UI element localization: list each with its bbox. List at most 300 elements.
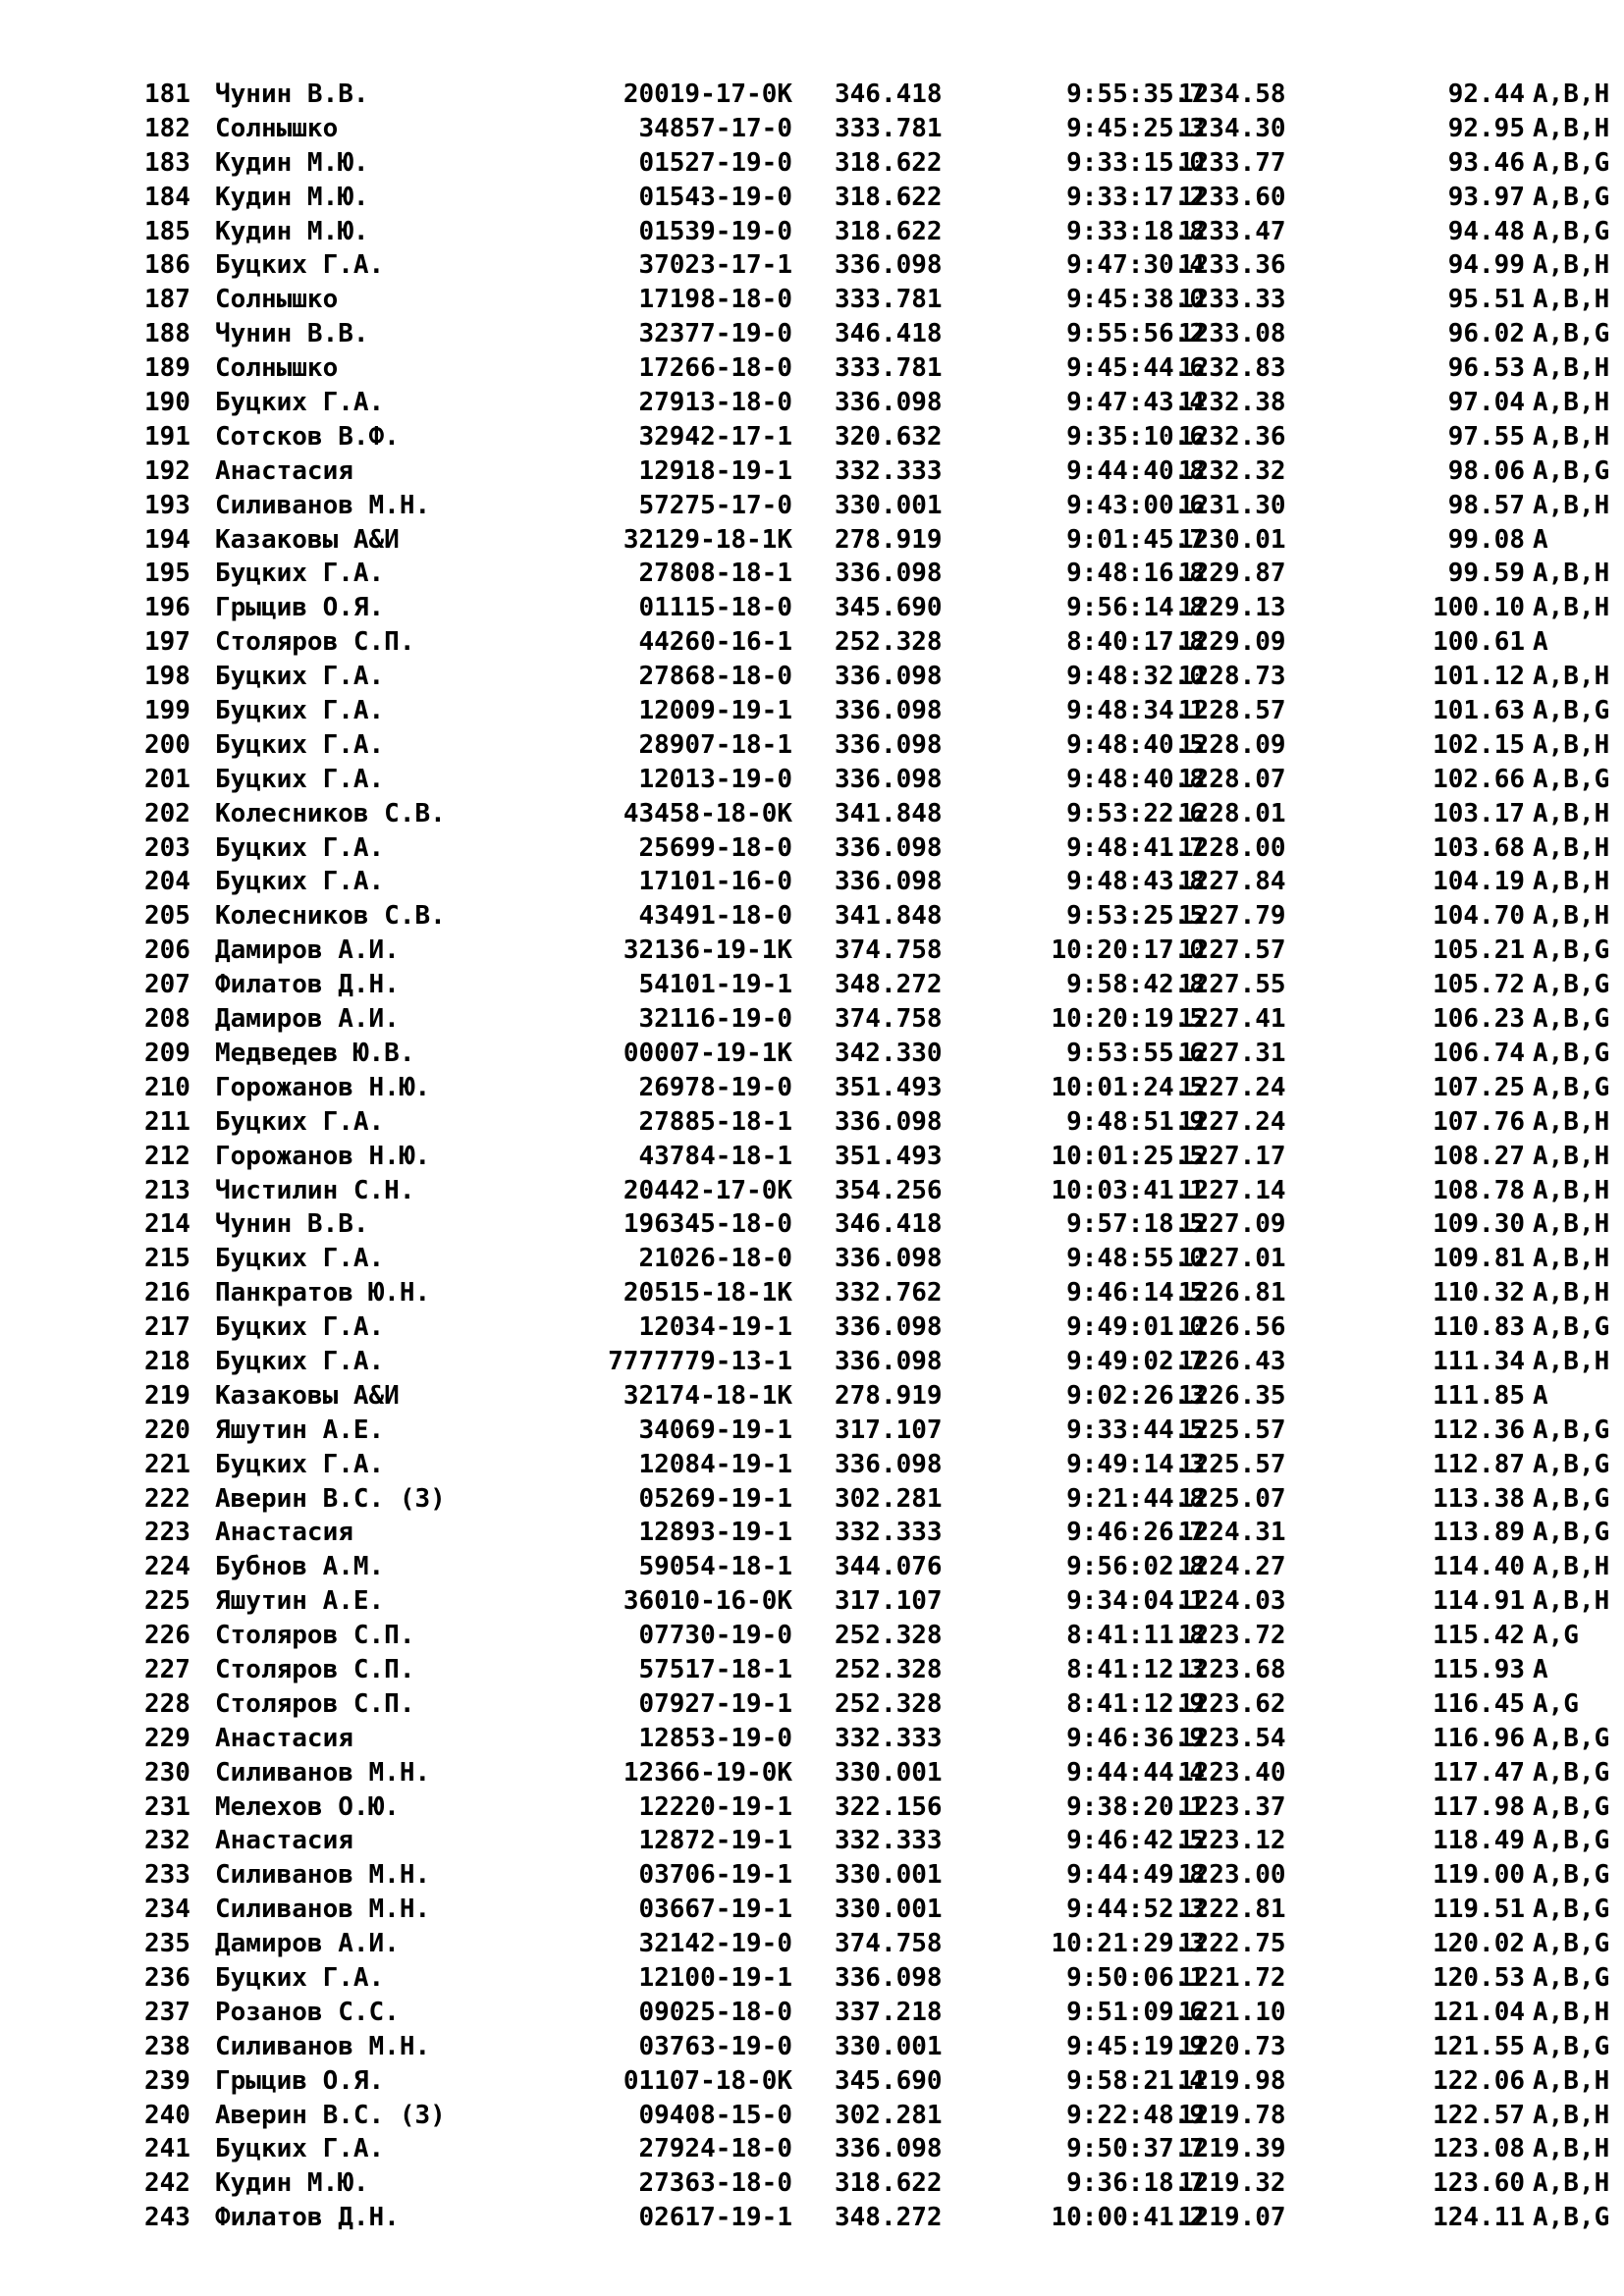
coefficient-flags: A: [1533, 524, 1548, 555]
coefficient-flags: A,B,H: [1533, 388, 1610, 418]
place-number: 194: [144, 524, 190, 555]
coefficient-flags: A,B,G: [1533, 970, 1610, 1000]
points: 99.08: [1447, 524, 1525, 555]
arrival-time: 9:48:41.7: [1066, 832, 1205, 863]
coefficient-flags: A,B,H: [1533, 353, 1610, 384]
points: 96.53: [1447, 353, 1525, 384]
speed: 1232.36: [1178, 421, 1286, 452]
distance: 332.762: [835, 1278, 943, 1308]
place-number: 217: [144, 1312, 190, 1343]
arrival-time: 9:48:43.8: [1066, 867, 1205, 897]
distance: 336.098: [835, 729, 943, 760]
distance: 342.330: [835, 1038, 943, 1068]
place-number: 237: [144, 1997, 190, 2027]
speed: 1227.09: [1178, 1209, 1286, 1240]
coefficient-flags: A,B,G: [1533, 147, 1610, 178]
distance: 318.622: [835, 147, 943, 178]
ring-number: 32136-19-1К: [623, 935, 792, 966]
distance: 278.919: [835, 524, 943, 555]
coefficient-flags: A,B,G: [1533, 1518, 1610, 1548]
place-number: 222: [144, 1483, 190, 1514]
place-number: 231: [144, 1791, 190, 1822]
ring-number: 20019-17-0К: [623, 80, 792, 109]
place-number: 214: [144, 1209, 190, 1240]
distance: 252.328: [835, 1621, 943, 1651]
distance: 336.098: [835, 832, 943, 863]
place-number: 235: [144, 1929, 190, 1959]
distance: 336.098: [835, 388, 943, 418]
coefficient-flags: A,B,H: [1533, 285, 1610, 315]
fancier-name: Буцких Г.А.: [215, 2134, 385, 2164]
speed: 1223.37: [1178, 1791, 1286, 1822]
fancier-name: Колесников С.В.: [215, 798, 446, 828]
arrival-time: 9:50:37.7: [1066, 2134, 1205, 2164]
fancier-name: Казаковы А&И: [215, 1380, 400, 1411]
fancier-name: Панкратов Ю.Н.: [215, 1278, 431, 1308]
fancier-name: Дамиров А.И.: [215, 1004, 400, 1035]
ring-number: 12872-19-1: [638, 1826, 792, 1856]
distance: 330.001: [835, 1895, 943, 1925]
coefficient-flags: A,B,H: [1533, 2168, 1610, 2199]
points: 120.53: [1433, 1962, 1525, 1993]
place-number: 202: [144, 798, 190, 828]
fancier-name: Чунин В.В.: [215, 80, 369, 109]
fancier-name: Розанов С.С.: [215, 1997, 400, 2027]
ring-number: 27924-18-0: [638, 2134, 792, 2164]
points: 122.57: [1433, 2100, 1525, 2130]
arrival-time: 8:40:17.8: [1066, 627, 1205, 658]
points: 93.46: [1447, 147, 1525, 178]
speed: 1223.12: [1178, 1826, 1286, 1856]
ring-number: 12013-19-0: [638, 764, 792, 794]
distance: 336.098: [835, 696, 943, 726]
ring-number: 54101-19-1: [638, 970, 792, 1000]
points: 102.66: [1433, 764, 1525, 794]
points: 113.38: [1433, 1483, 1525, 1514]
place-number: 223: [144, 1518, 190, 1548]
distance: 318.622: [835, 216, 943, 246]
arrival-time: 9:35:10.6: [1066, 421, 1205, 452]
distance: 332.333: [835, 1518, 943, 1548]
fancier-name: Анастасия: [215, 455, 353, 486]
arrival-time: 9:49:14.3: [1066, 1449, 1205, 1479]
fancier-name: Буцких Г.А.: [215, 729, 385, 760]
coefficient-flags: A,B,G: [1533, 1962, 1610, 1993]
distance: 336.098: [835, 1346, 943, 1376]
fancier-name: Сотсков В.Ф.: [215, 421, 400, 452]
speed: 1232.38: [1178, 388, 1286, 418]
speed: 1228.09: [1178, 729, 1286, 760]
ring-number: 25699-18-0: [638, 832, 792, 863]
speed: 1228.73: [1178, 662, 1286, 692]
arrival-time: 9:45:44.6: [1066, 353, 1205, 384]
coefficient-flags: A,B,G: [1533, 1312, 1610, 1343]
points: 105.72: [1433, 970, 1525, 1000]
arrival-time: 9:46:36.9: [1066, 1723, 1205, 1753]
ring-number: 32942-17-1: [638, 421, 792, 452]
arrival-time: 10:00:41.2: [1051, 2203, 1205, 2233]
place-number: 186: [144, 250, 190, 281]
fancier-name: Кудин М.Ю.: [215, 147, 369, 178]
points: 106.23: [1433, 1004, 1525, 1035]
fancier-name: Аверин В.С. (З): [215, 1483, 446, 1514]
ring-number: 32174-18-1К: [623, 1380, 792, 1411]
distance: 332.333: [835, 1723, 943, 1753]
coefficient-flags: A,B,G: [1533, 1038, 1610, 1068]
arrival-time: 9:53:22.6: [1066, 798, 1205, 828]
distance: 252.328: [835, 1654, 943, 1684]
fancier-name: Яшутин А.Е.: [215, 1415, 385, 1445]
distance: 332.333: [835, 455, 943, 486]
ring-number: 36010-16-0К: [623, 1586, 792, 1617]
points: 122.06: [1433, 2065, 1525, 2096]
fancier-name: Буцких Г.А.: [215, 388, 385, 418]
arrival-time: 9:33:44.5: [1066, 1415, 1205, 1445]
speed: 1229.13: [1178, 593, 1286, 623]
coefficient-flags: A,B,H: [1533, 113, 1610, 143]
fancier-name: Анастасия: [215, 1826, 353, 1856]
points: 121.04: [1433, 1997, 1525, 2027]
points: 103.68: [1433, 832, 1525, 863]
ring-number: 03667-19-1: [638, 1895, 792, 1925]
ring-number: 27363-18-0: [638, 2168, 792, 2199]
arrival-time: 10:03:41.1: [1051, 1175, 1205, 1205]
points: 111.34: [1433, 1346, 1525, 1376]
place-number: 182: [144, 113, 190, 143]
arrival-time: 9:48:32.0: [1066, 662, 1205, 692]
ring-number: 12034-19-1: [638, 1312, 792, 1343]
speed: 1223.54: [1178, 1723, 1286, 1753]
points: 93.97: [1447, 182, 1525, 212]
distance: 330.001: [835, 490, 943, 520]
fancier-name: Дамиров А.И.: [215, 935, 400, 966]
speed: 1223.00: [1178, 1860, 1286, 1891]
place-number: 243: [144, 2203, 190, 2233]
fancier-name: Столяров С.П.: [215, 1621, 415, 1651]
points: 117.98: [1433, 1791, 1525, 1822]
distance: 320.632: [835, 421, 943, 452]
fancier-name: Кудин М.Ю.: [215, 2168, 369, 2199]
speed: 1231.30: [1178, 490, 1286, 520]
arrival-time: 9:55:35.7: [1066, 80, 1205, 109]
place-number: 195: [144, 559, 190, 589]
points: 114.91: [1433, 1586, 1525, 1617]
points: 123.08: [1433, 2134, 1525, 2164]
place-number: 241: [144, 2134, 190, 2164]
points: 108.27: [1433, 1141, 1525, 1171]
ring-number: 7777779-13-1: [608, 1346, 792, 1376]
coefficient-flags: A,B,G: [1533, 1072, 1610, 1102]
place-number: 198: [144, 662, 190, 692]
speed: 1233.77: [1178, 147, 1286, 178]
distance: 344.076: [835, 1552, 943, 1582]
ring-number: 43784-18-1: [638, 1141, 792, 1171]
place-number: 206: [144, 935, 190, 966]
arrival-time: 10:20:17.0: [1051, 935, 1205, 966]
distance: 336.098: [835, 2134, 943, 2164]
ring-number: 20442-17-0К: [623, 1175, 792, 1205]
speed: 1223.40: [1178, 1757, 1286, 1788]
arrival-time: 9:36:18.7: [1066, 2168, 1205, 2199]
fancier-name: Горожанов Н.Ю.: [215, 1072, 431, 1102]
arrival-time: 9:22:48.9: [1066, 2100, 1205, 2130]
place-number: 193: [144, 490, 190, 520]
place-number: 225: [144, 1586, 190, 1617]
arrival-time: 9:44:40.8: [1066, 455, 1205, 486]
arrival-time: 9:49:02.7: [1066, 1346, 1205, 1376]
fancier-name: Чистилин С.Н.: [215, 1175, 415, 1205]
coefficient-flags: A,B,H: [1533, 1997, 1610, 2027]
coefficient-flags: A,B,H: [1533, 1586, 1610, 1617]
points: 106.74: [1433, 1038, 1525, 1068]
place-number: 211: [144, 1106, 190, 1137]
coefficient-flags: A,B,G: [1533, 1483, 1610, 1514]
speed: 1233.33: [1178, 285, 1286, 315]
ring-number: 03763-19-0: [638, 2031, 792, 2061]
fancier-name: Столяров С.П.: [215, 1654, 415, 1684]
distance: 333.781: [835, 353, 943, 384]
points: 120.02: [1433, 1929, 1525, 1959]
arrival-time: 9:48:55.0: [1066, 1244, 1205, 1274]
place-number: 219: [144, 1380, 190, 1411]
ring-number: 03706-19-1: [638, 1860, 792, 1891]
arrival-time: 9:33:17.2: [1066, 182, 1205, 212]
coefficient-flags: A,B,G: [1533, 455, 1610, 486]
points: 107.76: [1433, 1106, 1525, 1137]
coefficient-flags: A,B,H: [1533, 1106, 1610, 1137]
distance: 346.418: [835, 80, 943, 109]
place-number: 240: [144, 2100, 190, 2130]
coefficient-flags: A,B,G: [1533, 2031, 1610, 2061]
ring-number: 27868-18-0: [638, 662, 792, 692]
points: 112.36: [1433, 1415, 1525, 1445]
coefficient-flags: A,B,H: [1533, 798, 1610, 828]
place-number: 184: [144, 182, 190, 212]
speed: 1226.43: [1178, 1346, 1286, 1376]
coefficient-flags: A,B,G: [1533, 1791, 1610, 1822]
points: 101.63: [1433, 696, 1525, 726]
distance: 302.281: [835, 1483, 943, 1514]
distance: 354.256: [835, 1175, 943, 1205]
coefficient-flags: A,B,G: [1533, 216, 1610, 246]
points: 113.89: [1433, 1518, 1525, 1548]
place-number: 236: [144, 1962, 190, 1993]
arrival-time: 9:21:44.8: [1066, 1483, 1205, 1514]
distance: 330.001: [835, 2031, 943, 2061]
speed: 1232.32: [1178, 455, 1286, 486]
coefficient-flags: A,B,H: [1533, 901, 1610, 932]
speed: 1219.98: [1178, 2065, 1286, 2096]
arrival-time: 10:01:25.5: [1051, 1141, 1205, 1171]
points: 100.61: [1433, 627, 1525, 658]
arrival-time: 8:41:12.9: [1066, 1688, 1205, 1719]
arrival-time: 10:20:19.5: [1051, 1004, 1205, 1035]
speed: 1233.08: [1178, 319, 1286, 349]
coefficient-flags: A,B,G: [1533, 935, 1610, 966]
place-number: 213: [144, 1175, 190, 1205]
ring-number: 32129-18-1К: [623, 524, 792, 555]
points: 92.44: [1447, 80, 1525, 109]
distance: 317.107: [835, 1586, 943, 1617]
arrival-time: 9:47:43.4: [1066, 388, 1205, 418]
speed: 1233.60: [1178, 182, 1286, 212]
arrival-time: 9:48:16.8: [1066, 559, 1205, 589]
coefficient-flags: A,B,H: [1533, 250, 1610, 281]
place-number: 212: [144, 1141, 190, 1171]
fancier-name: Силиванов М.Н.: [215, 1757, 431, 1788]
arrival-time: 9:33:15.0: [1066, 147, 1205, 178]
speed: 1225.57: [1178, 1415, 1286, 1445]
fancier-name: Кудин М.Ю.: [215, 216, 369, 246]
speed: 1232.83: [1178, 353, 1286, 384]
points: 115.42: [1433, 1621, 1525, 1651]
distance: 341.848: [835, 798, 943, 828]
arrival-time: 9:34:04.1: [1066, 1586, 1205, 1617]
place-number: 181: [144, 80, 190, 109]
place-number: 191: [144, 421, 190, 452]
coefficient-flags: A,B,H: [1533, 832, 1610, 863]
speed: 1226.56: [1178, 1312, 1286, 1343]
coefficient-flags: A,B,G: [1533, 182, 1610, 212]
fancier-name: Буцких Г.А.: [215, 764, 385, 794]
ring-number: 21026-18-0: [638, 1244, 792, 1274]
arrival-time: 9:58:42.8: [1066, 970, 1205, 1000]
place-number: 197: [144, 627, 190, 658]
points: 109.30: [1433, 1209, 1525, 1240]
arrival-time: 9:50:06.1: [1066, 1962, 1205, 1993]
coefficient-flags: A,B,G: [1533, 1449, 1610, 1479]
ring-number: 17101-16-0: [638, 867, 792, 897]
coefficient-flags: A,B,G: [1533, 1723, 1610, 1753]
points: 103.17: [1433, 798, 1525, 828]
coefficient-flags: A,B,G: [1533, 1826, 1610, 1856]
distance: 337.218: [835, 1997, 943, 2027]
points: 104.70: [1433, 901, 1525, 932]
arrival-time: 9:44:52.3: [1066, 1895, 1205, 1925]
speed: 1229.87: [1178, 559, 1286, 589]
place-number: 199: [144, 696, 190, 726]
fancier-name: Солнышко: [215, 285, 339, 315]
coefficient-flags: A,B,G: [1533, 1757, 1610, 1788]
ring-number: 43491-18-0: [638, 901, 792, 932]
distance: 333.781: [835, 113, 943, 143]
fancier-name: Бубнов А.М.: [215, 1552, 385, 1582]
points: 123.60: [1433, 2168, 1525, 2199]
speed: 1223.62: [1178, 1688, 1286, 1719]
fancier-name: Буцких Г.А.: [215, 1962, 385, 1993]
ring-number: 57517-18-1: [638, 1654, 792, 1684]
fancier-name: Казаковы А&И: [215, 524, 400, 555]
arrival-time: 9:53:55.6: [1066, 1038, 1205, 1068]
place-number: 226: [144, 1621, 190, 1651]
points: 119.00: [1433, 1860, 1525, 1891]
fancier-name: Аверин В.С. (З): [215, 2100, 446, 2130]
fancier-name: Столяров С.П.: [215, 627, 415, 658]
speed: 1228.00: [1178, 832, 1286, 863]
ring-number: 32377-19-0: [638, 319, 792, 349]
fancier-name: Силиванов М.Н.: [215, 1895, 431, 1925]
distance: 341.848: [835, 901, 943, 932]
place-number: 203: [144, 832, 190, 863]
points: 102.15: [1433, 729, 1525, 760]
place-number: 208: [144, 1004, 190, 1035]
arrival-time: 9:38:20.1: [1066, 1791, 1205, 1822]
speed: 1226.81: [1178, 1278, 1286, 1308]
arrival-time: 9:45:38.0: [1066, 285, 1205, 315]
points: 92.95: [1447, 113, 1525, 143]
distance: 351.493: [835, 1072, 943, 1102]
speed: 1227.17: [1178, 1141, 1286, 1171]
place-number: 189: [144, 353, 190, 384]
coefficient-flags: A: [1533, 627, 1548, 658]
coefficient-flags: A,B,G: [1533, 319, 1610, 349]
speed: 1226.35: [1178, 1380, 1286, 1411]
points: 97.55: [1447, 421, 1525, 452]
ring-number: 12220-19-1: [638, 1791, 792, 1822]
arrival-time: 9:44:44.4: [1066, 1757, 1205, 1788]
fancier-name: Буцких Г.А.: [215, 1244, 385, 1274]
place-number: 201: [144, 764, 190, 794]
distance: 336.098: [835, 1312, 943, 1343]
place-number: 233: [144, 1860, 190, 1891]
speed: 1221.72: [1178, 1962, 1286, 1993]
ring-number: 12084-19-1: [638, 1449, 792, 1479]
place-number: 196: [144, 593, 190, 623]
distance: 336.098: [835, 1106, 943, 1137]
speed: 1234.58: [1178, 80, 1286, 109]
arrival-time: 9:49:01.0: [1066, 1312, 1205, 1343]
speed: 1227.24: [1178, 1106, 1286, 1137]
coefficient-flags: A,B,H: [1533, 1175, 1610, 1205]
speed: 1227.24: [1178, 1072, 1286, 1102]
speed: 1224.03: [1178, 1586, 1286, 1617]
points: 112.87: [1433, 1449, 1525, 1479]
coefficient-flags: A,G: [1533, 1688, 1579, 1719]
ring-number: 32116-19-0: [638, 1004, 792, 1035]
distance: 333.781: [835, 285, 943, 315]
ring-number: 01543-19-0: [638, 182, 792, 212]
arrival-time: 9:48:40.8: [1066, 764, 1205, 794]
ring-number: 34857-17-0: [638, 113, 792, 143]
arrival-time: 8:41:11.8: [1066, 1621, 1205, 1651]
place-number: 215: [144, 1244, 190, 1274]
fancier-name: Чунин В.В.: [215, 319, 369, 349]
coefficient-flags: A,B,H: [1533, 1346, 1610, 1376]
speed: 1227.14: [1178, 1175, 1286, 1205]
arrival-time: 9:56:14.8: [1066, 593, 1205, 623]
fancier-name: Столяров С.П.: [215, 1688, 415, 1719]
fancier-name: Буцких Г.А.: [215, 559, 385, 589]
arrival-time: 9:51:09.6: [1066, 1997, 1205, 2027]
fancier-name: Филатов Д.Н.: [215, 970, 400, 1000]
ring-number: 37023-17-1: [638, 250, 792, 281]
coefficient-flags: A: [1533, 1380, 1548, 1411]
ring-number: 01115-18-0: [638, 593, 792, 623]
coefficient-flags: A,B,G: [1533, 2203, 1610, 2233]
arrival-time: 9:53:25.5: [1066, 901, 1205, 932]
arrival-time: 9:47:30.4: [1066, 250, 1205, 281]
points: 108.78: [1433, 1175, 1525, 1205]
ring-number: 12009-19-1: [638, 696, 792, 726]
arrival-time: 8:41:12.3: [1066, 1654, 1205, 1684]
points: 116.96: [1433, 1723, 1525, 1753]
ring-number: 05269-19-1: [638, 1483, 792, 1514]
fancier-name: Солнышко: [215, 113, 339, 143]
ring-number: 00007-19-1К: [623, 1038, 792, 1068]
coefficient-flags: A,B,H: [1533, 593, 1610, 623]
place-number: 185: [144, 216, 190, 246]
coefficient-flags: A,B,H: [1533, 662, 1610, 692]
